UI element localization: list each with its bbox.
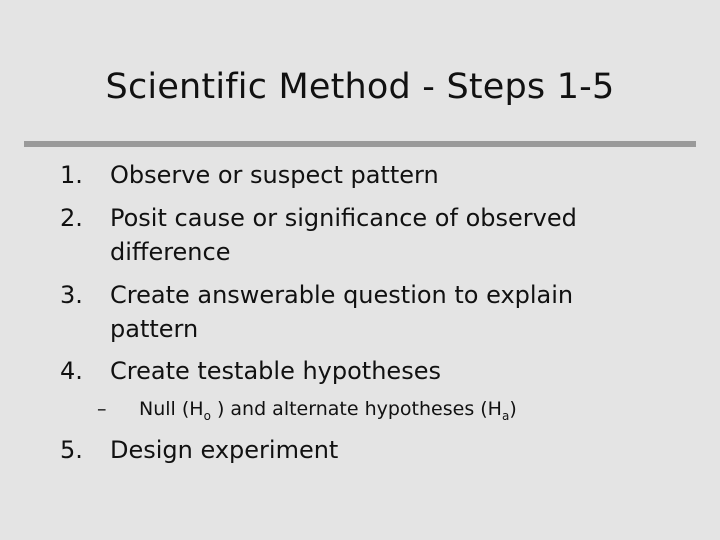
step-4-number: 4. (60, 357, 83, 385)
step-2-text-line-1: Posit cause or significance of observed (110, 204, 577, 232)
alternate-subscript: a (501, 409, 510, 423)
sub-bullet-part-2: ) and alternate hypotheses (H (210, 398, 502, 420)
step-2-text-line-2: difference (110, 238, 231, 266)
slide-title: Scientific Method - Steps 1-5 (105, 67, 615, 107)
null-subscript: o (203, 409, 211, 423)
sub-bullet-text (139, 400, 517, 422)
step-3-text-line-1: Create answerable question to explain (110, 281, 574, 309)
sub-bullet-dash: – (97, 398, 107, 420)
step-1-text: Observe or suspect pattern (110, 161, 439, 189)
step-2-number: 2. (60, 204, 83, 232)
sub-bullet-part-1: Null (H (139, 398, 204, 420)
step-3-number: 3. (60, 281, 83, 309)
step-3-text-line-2: pattern (110, 315, 199, 343)
step-1-number: 1. (60, 161, 83, 189)
step-5-text: Design experiment (110, 436, 339, 464)
step-4-text: Create testable hypotheses (110, 357, 441, 385)
sub-bullet-part-3: ) (509, 398, 517, 420)
step-5-number: 5. (60, 436, 83, 464)
